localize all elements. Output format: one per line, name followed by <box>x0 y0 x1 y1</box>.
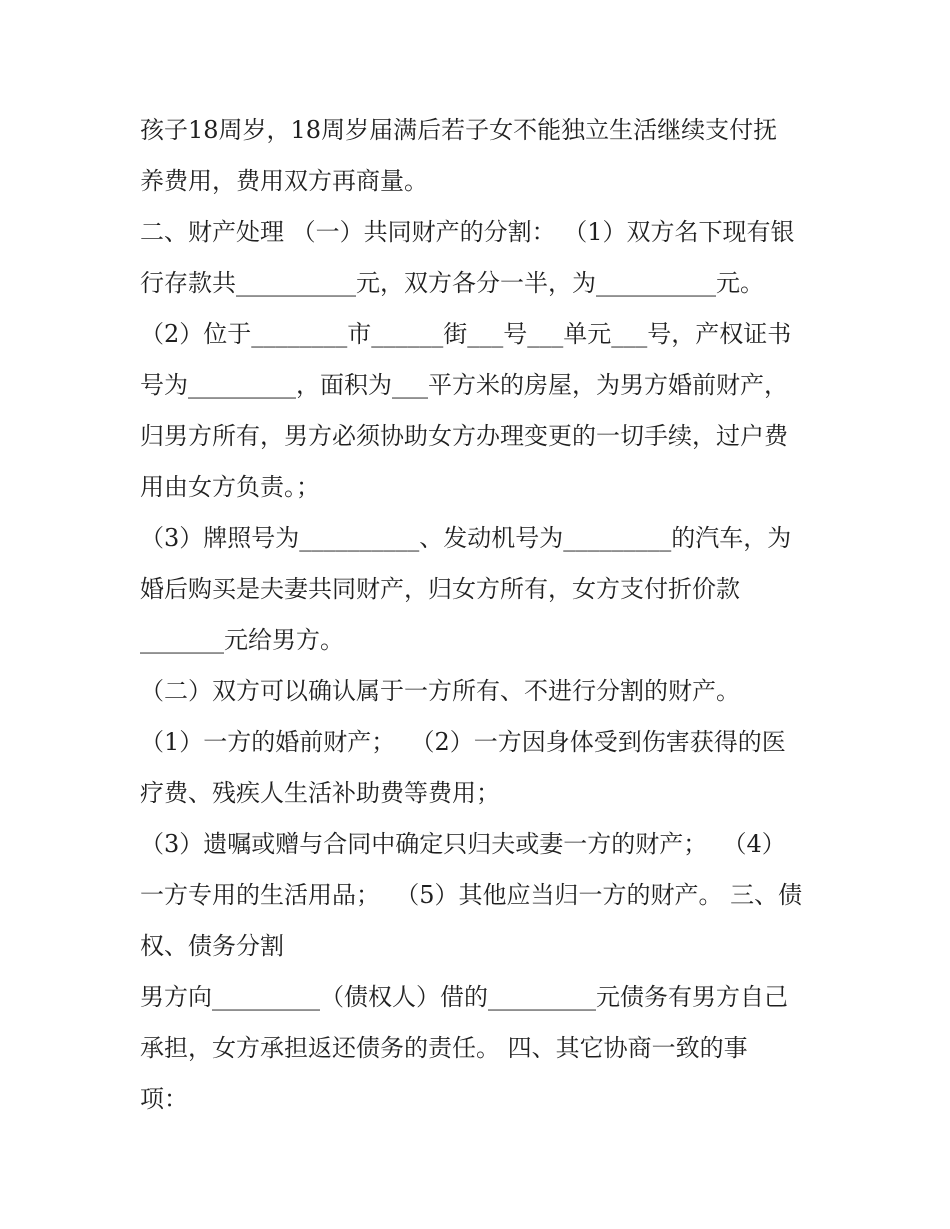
text-line: （3）遗嘱或赠与合同中确定只归夫或妻一方的财产； （4） <box>140 830 786 858</box>
text-line: 男方向_________（债权人）借的_________元债务有男方自己 <box>140 983 788 1011</box>
text-line: 号为_________，面积为___平方米的房屋，为男方婚前财产， <box>140 371 788 399</box>
text-line: （2）位于________市______街___号___单元___号，产权证书 <box>140 320 792 348</box>
text-line: 项： <box>140 1085 188 1113</box>
text-line: （3）牌照号为__________、发动机号为_________的汽车，为 <box>140 524 792 552</box>
text-line: 疗费、残疾人生活补助费等费用； <box>140 779 500 807</box>
text-line: 用由女方负责。； <box>140 473 320 501</box>
text-line: 归男方所有，男方必须协助女方办理变更的一切手续，过户费 <box>140 422 788 450</box>
text-line: 行存款共__________元，双方各分一半，为__________元。 <box>140 269 764 297</box>
text-line: 承担，女方承担返还债务的责任。 四、其它协商一致的事 <box>140 1034 748 1062</box>
text-line: （二）双方可以确认属于一方所有、不进行分割的财产。 <box>140 677 740 705</box>
text-line: 养费用，费用双方再商量。 <box>140 167 428 195</box>
text-line: 权、债务分割 <box>140 932 284 960</box>
text-line: 一方专用的生活用品； （5）其他应当归一方的财产。 三、债 <box>140 881 803 909</box>
text-line: _______元给男方。 <box>140 626 344 654</box>
text-line: 二、财产处理 （一）共同财产的分割： （1）双方名下现有银 <box>140 218 795 246</box>
text-line: 孩子18周岁，18周岁届满后若子女不能独立生活继续支付抚 <box>140 116 778 144</box>
text-line: （1）一方的婚前财产； （2）一方因身体受到伤害获得的医 <box>140 728 786 756</box>
text-line: 婚后购买是夫妻共同财产，归女方所有，女方支付折价款 <box>140 575 740 603</box>
